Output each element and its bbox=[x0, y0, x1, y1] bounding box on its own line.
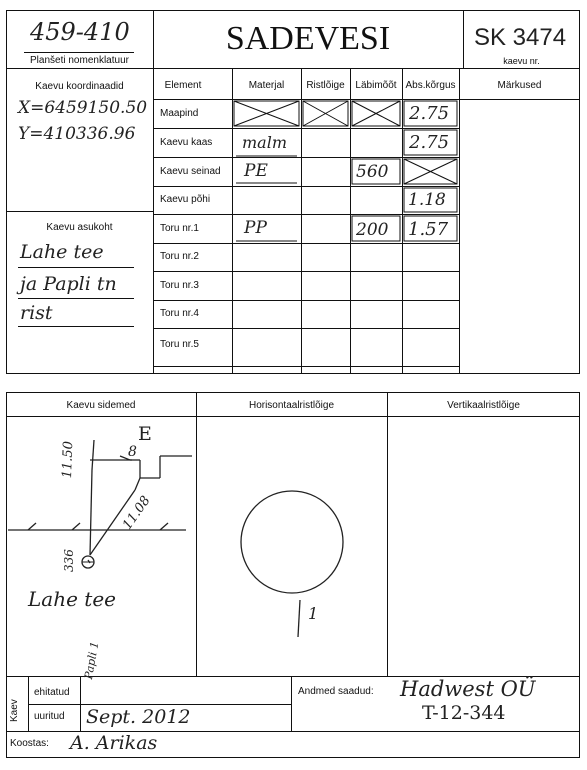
row-4-abs: 1.18 bbox=[408, 190, 446, 210]
row-1-abs: 2.75 bbox=[409, 103, 450, 124]
footer-built-label: ehitatud bbox=[34, 687, 70, 698]
row-element-2: Kaevu kaas bbox=[160, 137, 213, 148]
footer-source-label: Andmed saadud: bbox=[298, 686, 374, 697]
footer-source-divider bbox=[291, 676, 292, 731]
links-header: Kaevu sidemed bbox=[66, 400, 136, 411]
sketch-dim-1108: 11.08 bbox=[120, 493, 154, 533]
row-5-diameter: 200 bbox=[356, 220, 389, 240]
row-element-4: Kaevu põhi bbox=[160, 194, 211, 205]
footer-label-divider bbox=[80, 676, 81, 731]
row-element-5: Toru nr.1 bbox=[160, 223, 199, 234]
sketch-house-label: Papli 1 bbox=[82, 640, 102, 681]
table-header-notes: Märkused bbox=[497, 80, 542, 91]
footer-surveyed-label: uuritud bbox=[34, 711, 65, 722]
row-element-9: Toru nr.5 bbox=[160, 339, 199, 350]
row-2-material: malm bbox=[242, 133, 287, 152]
row-element-8: Toru nr.4 bbox=[160, 308, 199, 319]
footer-source-company: Hadwest OÜ bbox=[400, 677, 536, 701]
footer-author-value: A. Arikas bbox=[70, 732, 158, 754]
vertical-section-header: Vertikaalristlõige bbox=[447, 400, 520, 411]
sheet-label: Planšeti nomenklatuur bbox=[30, 55, 129, 66]
well-id: SK 3474 bbox=[474, 24, 567, 51]
horizontal-section-mark: 1 bbox=[308, 604, 319, 623]
row-5-abs: 1.57 bbox=[408, 219, 449, 240]
row-element-7: Toru nr.3 bbox=[160, 280, 199, 291]
row-3-material: PE bbox=[244, 161, 268, 181]
location-line-3: rist bbox=[20, 302, 53, 324]
row-element-3: Kaevu seinad bbox=[160, 166, 221, 177]
sketch-dim-1150: 11.50 bbox=[60, 440, 77, 479]
footer-well-label: Kaev bbox=[9, 699, 20, 722]
table-header-element: Element bbox=[164, 80, 202, 91]
sketch-north-label: E bbox=[138, 423, 152, 445]
horizontal-section-header: Horisontaalristlõige bbox=[248, 400, 335, 411]
row-element-6: Toru nr.2 bbox=[160, 251, 199, 262]
sketch-street-label: Lahe tee bbox=[28, 587, 116, 611]
footer-built-line bbox=[28, 704, 291, 705]
table-header-section: Ristlõige bbox=[306, 80, 345, 91]
row-5-material: PP bbox=[244, 218, 267, 238]
table-header-diameter: Läbimõõt bbox=[355, 80, 397, 91]
row-3-diameter: 560 bbox=[356, 162, 389, 182]
coordinates-label: Kaevu koordinaadid bbox=[35, 81, 124, 92]
sketch-dim-8: 8 bbox=[128, 444, 137, 460]
coordinate-x: X=6459150.50 bbox=[18, 98, 148, 118]
table-header-material: Materjal bbox=[248, 80, 285, 91]
sketch-dim-336: 336 bbox=[62, 549, 76, 572]
form-title: SADEVESI bbox=[225, 20, 391, 57]
footer-source-code: T-12-344 bbox=[422, 702, 506, 724]
well-id-label: kaevu nr. bbox=[503, 56, 540, 66]
location-label: Kaevu asukoht bbox=[46, 222, 113, 233]
sheet-code: 459-410 bbox=[30, 18, 130, 46]
footer-surveyed-value: Sept. 2012 bbox=[86, 706, 191, 728]
table-header-abs: Abs.kõrgus bbox=[405, 80, 456, 91]
row-element-1: Maapind bbox=[160, 108, 199, 119]
row-2-abs: 2.75 bbox=[409, 132, 450, 153]
location-line-2: ja Papli tn bbox=[20, 273, 117, 295]
coordinate-y: Y=410336.96 bbox=[18, 124, 136, 144]
location-line-1: Lahe tee bbox=[20, 241, 104, 263]
footer-author-label: Koostas: bbox=[10, 738, 49, 749]
